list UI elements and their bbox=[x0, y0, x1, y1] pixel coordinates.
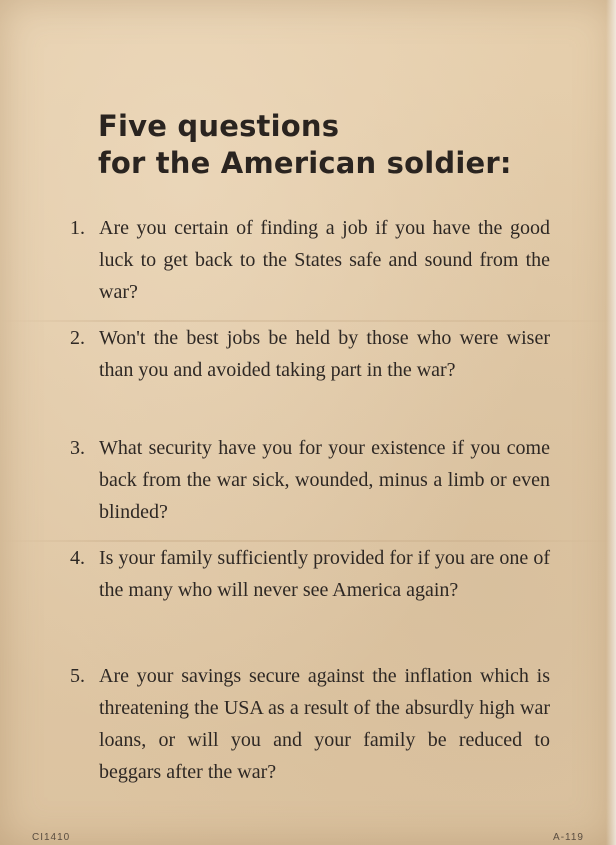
question-number: 2. bbox=[70, 327, 85, 349]
leaflet-title bbox=[98, 108, 512, 182]
print-code-right: A-119 bbox=[553, 832, 584, 843]
question-number: 5. bbox=[70, 665, 85, 687]
question-number: 1. bbox=[70, 217, 85, 239]
print-code-left: CI1410 bbox=[32, 832, 71, 843]
question-item bbox=[70, 432, 550, 528]
question-item bbox=[70, 322, 550, 386]
paper-edge bbox=[606, 0, 616, 845]
question-text: Won't the best jobs be held by those who were wiser than you and avoided taking part in the war? bbox=[99, 327, 550, 381]
question-number: 3. bbox=[70, 437, 85, 459]
question-number: 4. bbox=[70, 547, 85, 569]
question-text: What security have you for your existence if you come back from the war sick, wounded, minus a limb or even blinded? bbox=[99, 437, 550, 523]
title-line-2: for the American soldier: bbox=[98, 146, 512, 180]
question-text: Is your family sufficiently provided for if you are one of the many who will never see America again? bbox=[99, 547, 550, 601]
question-item bbox=[70, 212, 550, 308]
question-item bbox=[70, 542, 550, 606]
question-text: Are you certain of finding a job if you have the good luck to get back to the States safe and sound from the war? bbox=[99, 217, 550, 303]
question-text: Are your savings secure against the inflation which is threatening the USA as a result of the absurdly high war loans, or will you and your family be reduced to beggars after the war? bbox=[99, 665, 550, 783]
title-line-1: Five questions bbox=[98, 109, 340, 143]
question-item bbox=[70, 660, 550, 788]
